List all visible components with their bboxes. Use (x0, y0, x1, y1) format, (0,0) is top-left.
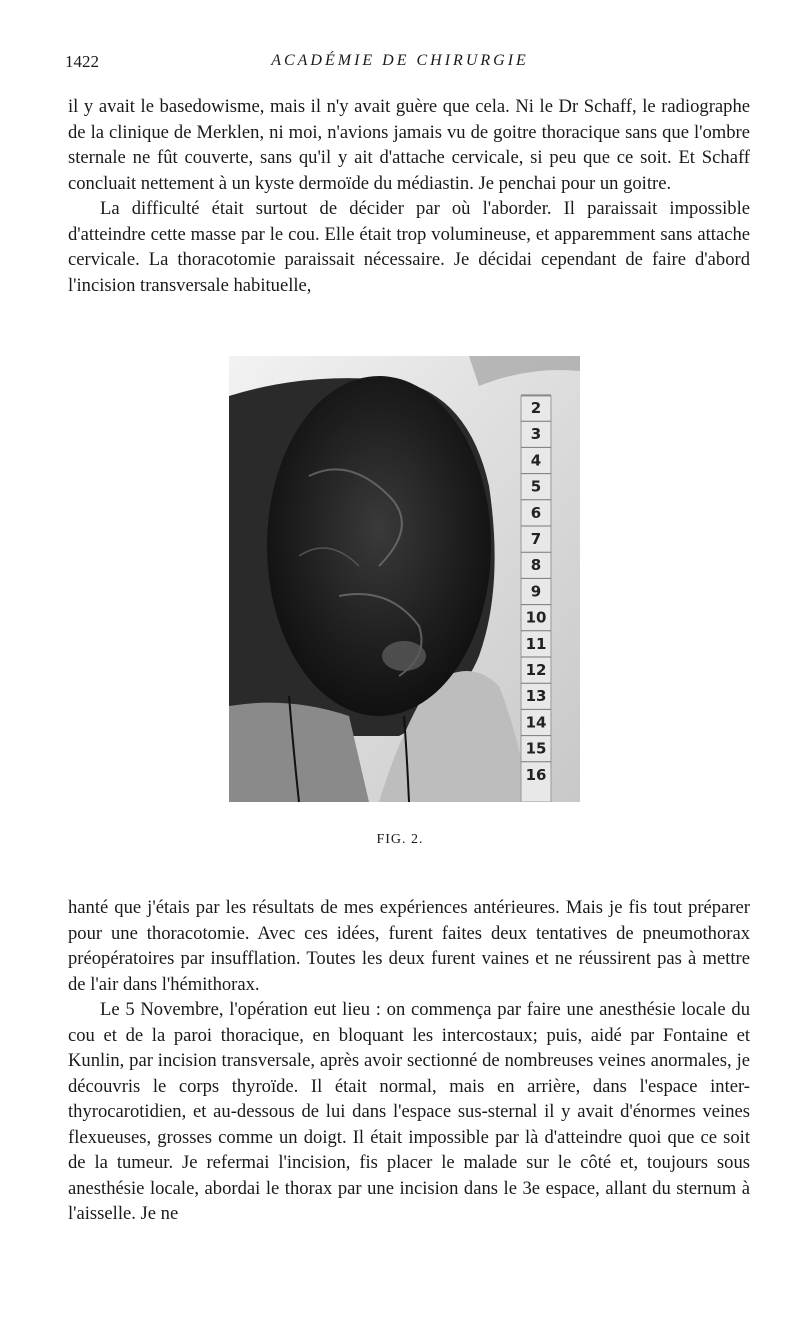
ruler-number: 9 (530, 582, 542, 601)
paragraph: hanté que j'étais par les résultats de mes expériences antérieures. Mais je fis tout préparer pour une thoracotomie. Avec ces idées, furent faites deux tentatives de pneumothorax préopératoires par insufflation. Toutes les deux furent vaines et ne réussirent pas à mettre de l'air dans l'hémithorax. (68, 897, 750, 995)
paragraph: La difficulté était surtout de décider par où l'aborder. Il paraissait impossible d'atteindre cette masse par le cou. Elle était trop volumineuse, et apparemment sans attache cervicale. La thoracotomie paraissait nécessaire. Je décidai cependant de faire d'abord l'incision transversale habituelle, (68, 198, 750, 296)
figure-caption: FIG. 2. (376, 832, 424, 847)
ruler-number: 2 (530, 399, 542, 417)
specimen-photograph (229, 356, 580, 802)
ruler-number: 7 (530, 530, 542, 548)
ruler-number: 10 (525, 608, 547, 627)
ruler-number: 6 (530, 503, 542, 522)
page-number: 1422 (65, 52, 99, 71)
ruler-number: 3 (530, 425, 542, 444)
ruler-number: 13 (525, 687, 547, 706)
ruler-number: 16 (525, 765, 547, 784)
figure-photo-specimen (229, 356, 580, 802)
ruler-number: 11 (525, 634, 547, 653)
paragraph: il y avait le basedowisme, mais il n'y avait guère que cela. Ni le Dr Schaff, le radiographe de la clinique de Merklen, ni moi, n'avions jamais vu de goitre thoracique sans que l'ombre sternale ne fût couverte, sans qu'il y ait d'attache cervicale, si peu que ce soit. Et Schaff concluait nettement à un kyste dermoïde du médiastin. Je penchai pour un goitre. (68, 96, 750, 194)
text-block-bottom (68, 895, 750, 1227)
ruler-number: 15 (525, 739, 547, 758)
ruler-number: 12 (525, 661, 547, 679)
running-head: ACADÉMIE DE CHIRURGIE (271, 52, 529, 69)
ruler-number: 8 (530, 556, 542, 575)
ruler-number: 5 (530, 477, 542, 496)
paragraph: Le 5 Novembre, l'opération eut lieu : on commença par faire une anesthésie locale du cou et de la paroi thoracique, en bloquant les intercostaux; puis, aidé par Fontaine et Kunlin, par incision transversale, après avoir sectionné de nombreuses veines anormales, je découvris le corps thyroïde. Il était normal, mais en arrière, dans l'espace inter-thyrocarotidien, et au-dessous de lui dans l'espace sus-sternal il y avait d'énormes veines flexueuses, grosses comme un doigt. Il était impossible par là d'atteindre quoi que ce soit de la tumeur. Je refermai l'incision, fis placer le malade sur le côté et, toujours sous anesthésie locale, abordai le thorax par une incision dans le 3e espace, allant du sternum à l'aisselle. Je ne (68, 999, 750, 1224)
ruler-number: 14 (525, 713, 547, 732)
text-block-top (68, 94, 750, 298)
ruler-number: 4 (530, 451, 542, 470)
